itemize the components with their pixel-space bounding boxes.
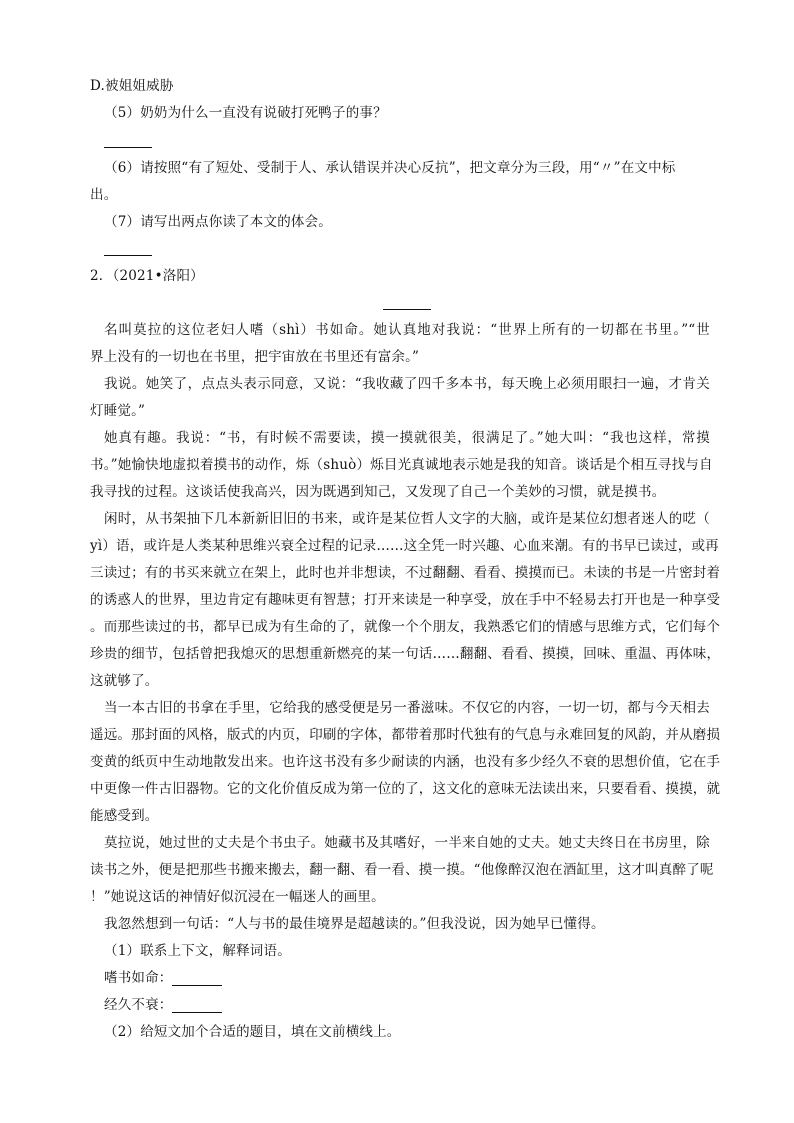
question-6-line-2: 出。: [90, 187, 118, 203]
passage-line: 界上没有的一切也在书里，把宇宙放在书里还有富余。”: [90, 349, 420, 365]
answer-blank-7[interactable]: [104, 255, 152, 256]
question-7: （7）请写出两点你读了本文的体会。: [104, 214, 332, 230]
passage-line: 这就够了。: [90, 673, 159, 689]
passage-line: 的诱惑人的世界，里边肯定有趣味更有智慧；打开来读是一种享受，放在手中不轻易去打开也是一种享受: [90, 592, 721, 608]
question-5: （5）奶奶为什么一直没有说破打死鸭子的事？: [104, 105, 387, 121]
passage-line: 中更像一件古旧器物。它的文化价值反成为第一位的了，这文化的意味无法读出来，只要看看、摸摸，就: [90, 781, 721, 797]
sub-question-2: （2）给短文加个合适的题目，填在文前横线上。: [104, 1024, 401, 1040]
title-blank[interactable]: [383, 309, 431, 310]
passage-line: 我寻找的过程。这谈话使我高兴，因为既遇到知己，又发现了自己一个美妙的习惯，就是摸书。: [90, 484, 666, 500]
passage-line: 灯睡觉。”: [90, 403, 146, 419]
passage-line: 珍贵的细节，包括曾把我熄灭的思想重新燃亮的某一句话……翻翻、看看、摸摸，回味、重温、再体味，: [90, 646, 721, 662]
passage-line: 。而那些读过的书，都早已成为有生命的了，就像一个个朋友，我熟悉它们的情感与思维方式，它们每个: [90, 619, 721, 635]
passage-line: 闲时，从书架抽下几本新新旧旧的书来，或许是某位哲人文字的大脑，或许是某位幻想者迷人的呓（: [104, 511, 710, 527]
passage-line: yì）语，或许是人类某种思维兴衰全过程的记录……这全凭一时兴趣、心血来潮。有的书早已读过，或再: [90, 538, 719, 554]
passage-line: 变黄的纸页中生动地散发出来。也许这书没有多少耐读的内涵，也没有多少经久不衰的思想价值，它在手: [90, 754, 721, 770]
term-1-blank[interactable]: [172, 985, 222, 986]
question-6-line-1: （6）请按照“有了短处、受制于人、承认错误并决心反抗”，把文章分为三段，用“〃”在文中标: [104, 160, 676, 176]
passage-line: 当一本古旧的书拿在手里，它给我的感受便是另一番滋味。不仅它的内容，一切一切，都与今天相去: [104, 700, 710, 716]
passage-line: 名叫莫拉的这位老妇人嗜（shì）书如命。她认真地对我说：“世界上所有的一切都在书里。”“世: [104, 322, 710, 338]
passage-line: 书。”她愉快地虚拟着摸书的动作，烁（shuò）烁目光真诚地表示她是我的知音。谈话是个相互寻找与自: [90, 457, 713, 473]
question-2-header: 2．（2021•洛阳）: [90, 268, 204, 284]
passage-line: 遥远。那封面的风格，版式的内页，印刷的字体，都带着那时代独有的气息与永难回复的风韵，并从磨损: [90, 727, 721, 743]
passage-line: ！”她说这话的神情好似沉浸在一幅迷人的画里。: [90, 889, 385, 905]
term-2-blank[interactable]: [172, 1012, 222, 1013]
passage-line: 我说。她笑了，点点头表示同意，又说：“我收藏了四千多本书，每天晚上必须用眼扫一遍，才肯关: [104, 376, 710, 392]
passage-line: 莫拉说，她过世的丈夫是个书虫子。她藏书及其嗜好，一半来自她的丈夫。她丈夫终日在书房里，除: [104, 835, 710, 851]
answer-blank-5[interactable]: [104, 147, 152, 148]
sub-question-1: （1）联系上下文，解释词语。: [104, 943, 291, 959]
passage-line: 三读过；有的书买来就立在架上，此时也并非想读，不过翻翻、看看、摸摸而已。未读的书是一片密封着: [90, 565, 721, 581]
passage-line: 我忽然想到一句话：“人与书的最佳境界是超越读的。”但我没说，因为她早已懂得。: [104, 916, 605, 932]
term-2-label: 经久不衰：: [104, 997, 173, 1013]
passage-line: 读书之外，便是把那些书搬来搬去，翻一翻、看一看、摸一摸。“他像醉汉泡在酒缸里，这才叫真醉了呢: [90, 862, 714, 878]
option-d: D.被姐姐威胁: [90, 78, 174, 94]
passage-line: 能感受到。: [90, 808, 159, 824]
term-1-label: 嗜书如命：: [104, 970, 173, 986]
passage-line: 她真有趣。我说：“书，有时候不需要读，摸一摸就很美，很满足了。”她大叫：“我也这样，常摸: [104, 430, 710, 446]
